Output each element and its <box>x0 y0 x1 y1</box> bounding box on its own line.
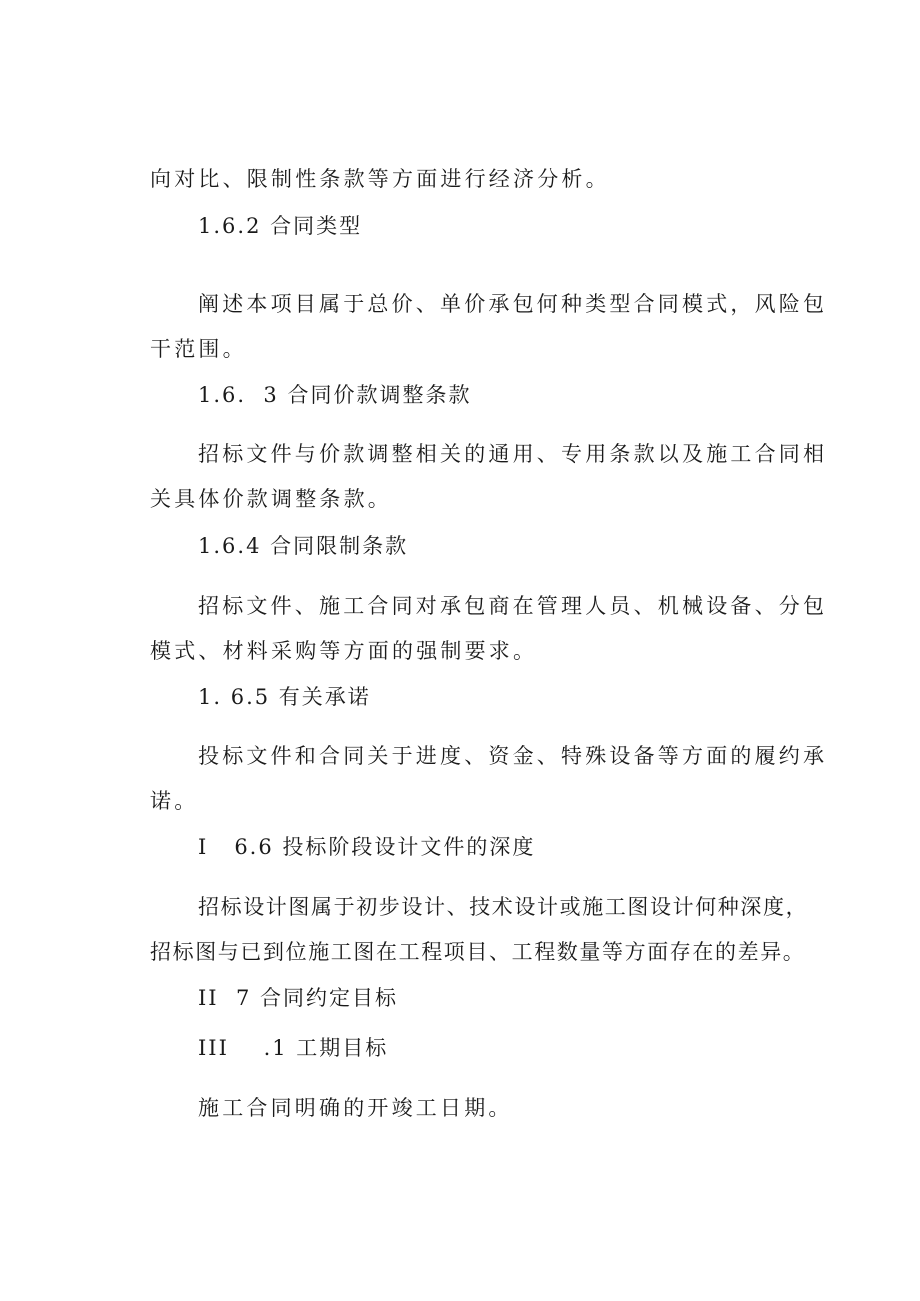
paragraph-line: 招标文件与价款调整相关的通用、专用条款以及施工合同相 <box>198 442 828 466</box>
section-heading-1-6-6: I 6.6 投标阶段设计文件的深度 <box>198 835 536 859</box>
paragraph-line: 招标设计图属于初步设计、技术设计或施工图设计何种深度， <box>198 895 809 919</box>
section-heading-1-6-5: 1. 6.5 有关承诺 <box>198 685 371 709</box>
paragraph-line: 模式、材料采购等方面的强制要求。 <box>150 639 538 663</box>
paragraph-line: 向对比、限制性条款等方面进行经济分析。 <box>150 167 610 191</box>
paragraph-line: 招标文件、施工合同对承包商在管理人员、机械设备、分包 <box>198 594 828 618</box>
section-heading-1-7-1: III .1 工期目标 <box>198 1036 389 1060</box>
paragraph-line: 关具体价款调整条款。 <box>150 487 392 511</box>
paragraph-line: 招标图与已到位施工图在工程项目、工程数量等方面存在的差异。 <box>150 940 806 964</box>
paragraph-line: 阐述本项目属于总价、单价承包何种类型合同模式，风险包 <box>198 292 828 316</box>
section-heading-1-6-4: 1.6.4 合同限制条款 <box>198 534 409 558</box>
section-heading-1-6-2: 1.6.2 合同类型 <box>198 214 363 238</box>
paragraph-line: 诺。 <box>150 789 199 813</box>
paragraph-line: 施工合同明确的开竣工日期。 <box>198 1096 513 1120</box>
section-heading-1-6-3: 1.6. 3 合同价款调整条款 <box>198 383 472 407</box>
paragraph-line: 投标文件和合同关于进度、资金、特殊设备等方面的履约承 <box>198 744 828 768</box>
section-heading-1-7: II 7 合同约定目标 <box>198 986 398 1010</box>
paragraph-line: 干范围。 <box>150 337 247 361</box>
